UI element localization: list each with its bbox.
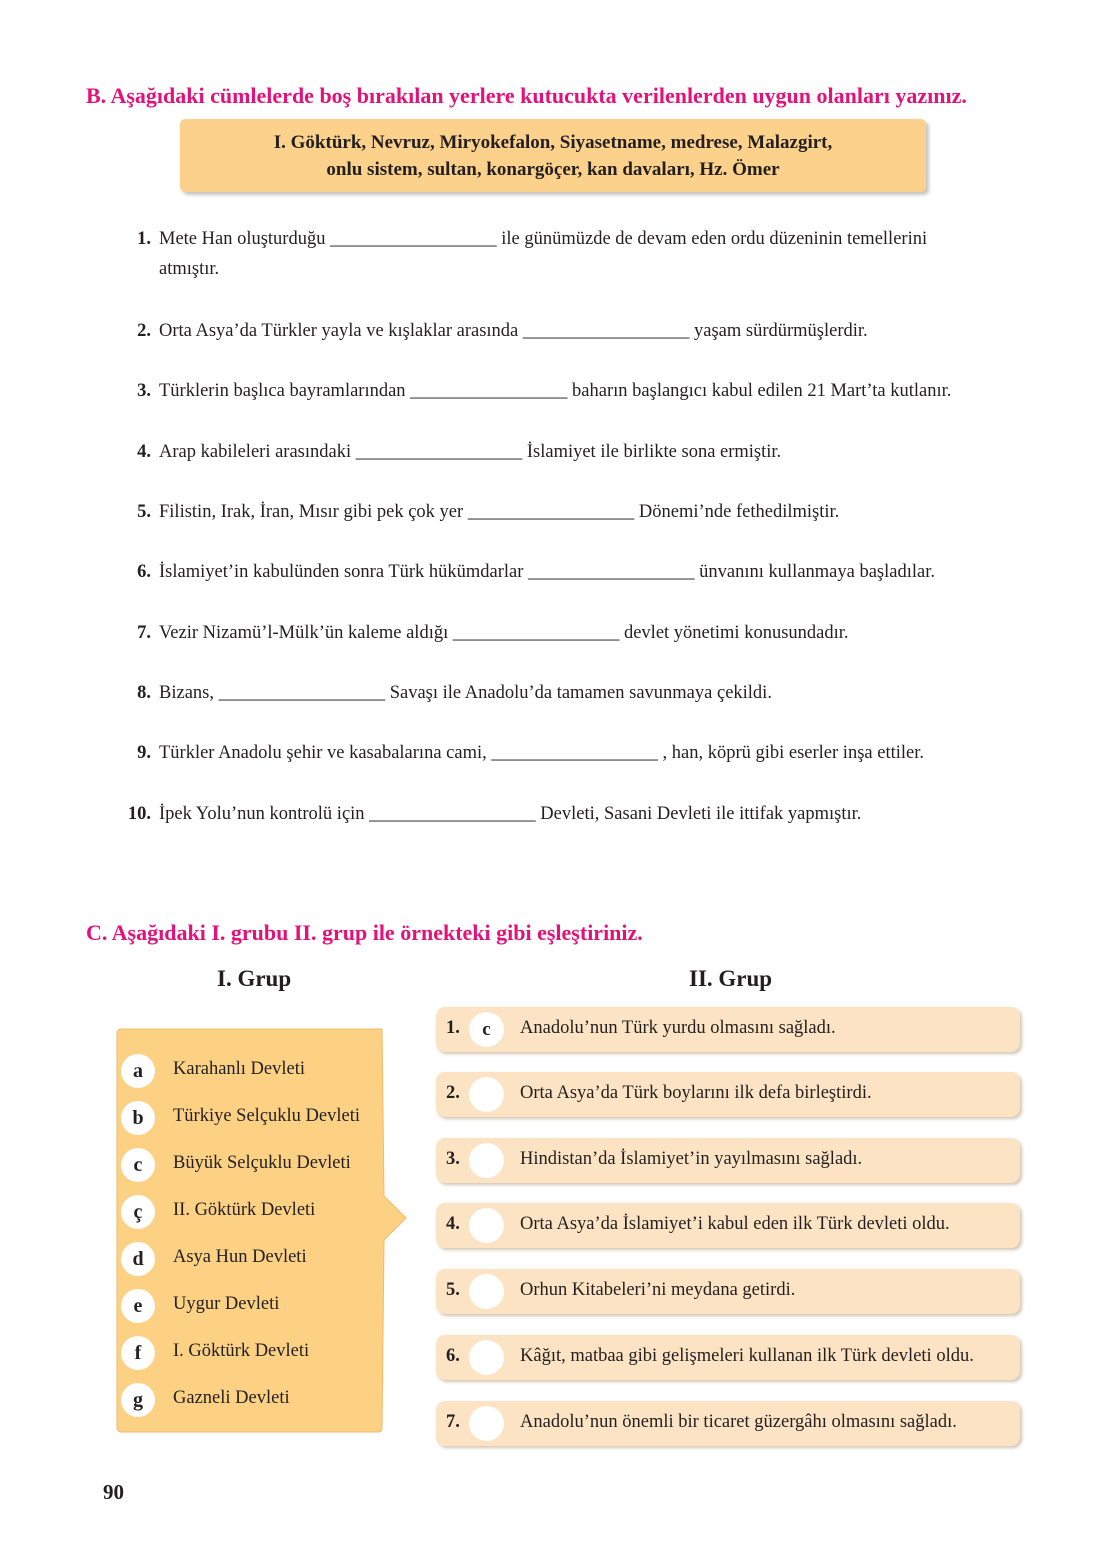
group-one-box bbox=[116, 1028, 408, 1433]
option-letter: f bbox=[121, 1336, 155, 1370]
group-two-item bbox=[436, 1203, 1020, 1248]
page-number: 90 bbox=[103, 1480, 124, 1504]
group-two-item bbox=[436, 1138, 1020, 1183]
group-two-item bbox=[436, 1401, 1020, 1446]
option-label: Uygur Devleti bbox=[173, 1294, 280, 1314]
option-letter: g bbox=[121, 1383, 155, 1417]
section-b-heading: B. Aşağıdaki cümlelerde boş bırakılan yerlere kutucukta verilenlerden uygun olanları yazınız. bbox=[86, 83, 967, 108]
group-one-item bbox=[116, 1289, 396, 1323]
question-number: 8. bbox=[137, 683, 151, 703]
answer-circle[interactable]: c bbox=[469, 1012, 504, 1047]
section-c-heading: C. Aşağıdaki I. grubu II. grup ile örnekteki gibi eşleştiriniz. bbox=[86, 920, 643, 945]
statement-number: 4. bbox=[446, 1214, 460, 1234]
option-letter: a bbox=[121, 1054, 155, 1088]
question-number: 3. bbox=[137, 381, 151, 401]
group-one-item bbox=[116, 1383, 396, 1417]
option-letter: c bbox=[121, 1148, 155, 1182]
group-one-item bbox=[116, 1195, 396, 1229]
question-text-continuation: atmıştır. bbox=[159, 259, 220, 279]
group-one-item bbox=[116, 1101, 396, 1135]
question-number: 10. bbox=[127, 804, 151, 824]
statement-text: Anadolu’nun Türk yurdu olmasını sağladı. bbox=[520, 1018, 836, 1038]
statement-text: Kâğıt, matbaa gibi gelişmeleri kullanan ilk Türk devleti oldu. bbox=[520, 1346, 974, 1366]
option-label: Gazneli Devleti bbox=[173, 1388, 290, 1408]
group-one-arrow-shape bbox=[116, 1028, 408, 1433]
statement-text: Hindistan’da İslamiyet’in yayılmasını sağladı. bbox=[520, 1149, 863, 1169]
group-one-title: I. Grup bbox=[217, 966, 292, 991]
question-number: 1. bbox=[137, 229, 151, 249]
group-one-item bbox=[116, 1242, 396, 1276]
group-two-title: II. Grup bbox=[689, 966, 773, 991]
option-label: Büyük Selçuklu Devleti bbox=[173, 1153, 351, 1173]
answer-circle[interactable] bbox=[469, 1208, 504, 1243]
answer-circle[interactable] bbox=[469, 1077, 504, 1112]
answer-circle[interactable] bbox=[469, 1406, 504, 1441]
answer-circle[interactable] bbox=[469, 1274, 504, 1309]
statement-number: 6. bbox=[446, 1346, 460, 1366]
option-letter: b bbox=[121, 1101, 155, 1135]
option-label: I. Göktürk Devleti bbox=[173, 1341, 310, 1361]
group-one-item bbox=[116, 1148, 396, 1182]
group-one-item bbox=[116, 1336, 396, 1370]
question-text: Filistin, Irak, İran, Mısır gibi pek çok yer __________________ Dönemi’nde fethedilmiştir. bbox=[159, 502, 840, 522]
option-letter: d bbox=[121, 1242, 155, 1276]
statement-text: Orta Asya’da Türk boylarını ilk defa birleştirdi. bbox=[520, 1083, 872, 1103]
group-two-item bbox=[436, 1072, 1020, 1117]
option-label: II. Göktürk Devleti bbox=[173, 1200, 316, 1220]
option-label: Türkiye Selçuklu Devleti bbox=[173, 1106, 361, 1126]
question-number: 7. bbox=[137, 623, 151, 643]
statement-number: 2. bbox=[446, 1083, 460, 1103]
option-letter: e bbox=[121, 1289, 155, 1323]
question-text: Orta Asya’da Türkler yayla ve kışlaklar arasında __________________ yaşam sürdürmüşlerdir. bbox=[159, 321, 868, 341]
question-text: Türkler Anadolu şehir ve kasabalarına cami, __________________ , han, köprü gibi eserler inşa ettiler. bbox=[159, 743, 924, 763]
question-number: 5. bbox=[137, 502, 151, 522]
group-one-item bbox=[116, 1054, 396, 1088]
answer-circle[interactable] bbox=[469, 1340, 504, 1375]
statement-number: 3. bbox=[446, 1149, 460, 1169]
question-text: Bizans, __________________ Savaşı ile Anadolu’da tamamen savunmaya çekildi. bbox=[159, 683, 772, 703]
word-bank-box bbox=[180, 119, 926, 192]
option-letter: ç bbox=[121, 1195, 155, 1229]
question-text: Arap kabileleri arasındaki __________________ İslamiyet ile birlikte sona ermiştir. bbox=[159, 442, 782, 462]
group-two-item bbox=[436, 1007, 1020, 1052]
option-label: Karahanlı Devleti bbox=[173, 1059, 306, 1079]
question-text: Vezir Nizamü’l-Mülk’ün kaleme aldığı __________________ devlet yönetimi konusundadır. bbox=[159, 623, 849, 643]
question-number: 6. bbox=[137, 562, 151, 582]
statement-text: Anadolu’nun önemli bir ticaret güzergâhı olmasını sağladı. bbox=[520, 1412, 957, 1432]
word-bank-line: onlu sistem, sultan, konargöçer, kan davaları, Hz. Ömer bbox=[326, 159, 780, 180]
statement-number: 5. bbox=[446, 1280, 460, 1300]
statement-text: Orhun Kitabeleri’ni meydana getirdi. bbox=[520, 1280, 796, 1300]
question-number: 9. bbox=[137, 743, 151, 763]
statement-number: 7. bbox=[446, 1412, 460, 1432]
question-number: 4. bbox=[137, 442, 151, 462]
group-two-item bbox=[436, 1269, 1020, 1314]
question-text: Türklerin başlıca bayramlarından _________________ baharın başlangıcı kabul edilen 21 Mart’ta kutlanır. bbox=[159, 381, 952, 401]
option-label: Asya Hun Devleti bbox=[173, 1247, 307, 1267]
statement-text: Orta Asya’da İslamiyet’i kabul eden ilk Türk devleti oldu. bbox=[520, 1214, 950, 1234]
question-text: Mete Han oluşturduğu __________________ ile günümüzde de devam eden ordu düzeninin temellerini bbox=[159, 229, 928, 249]
question-text: İslamiyet’in kabulünden sonra Türk hükümdarlar __________________ ünvanını kullanmaya başladılar. bbox=[159, 562, 935, 582]
word-bank-line: I. Göktürk, Nevruz, Miryokefalon, Siyasetname, medrese, Malazgirt, bbox=[273, 132, 833, 153]
question-text: İpek Yolu’nun kontrolü için __________________ Devleti, Sasani Devleti ile ittifak yapmıştır. bbox=[159, 804, 862, 824]
statement-number: 1. bbox=[446, 1018, 460, 1038]
group-two-item bbox=[436, 1335, 1020, 1380]
question-number: 2. bbox=[137, 321, 151, 341]
answer-circle[interactable] bbox=[469, 1143, 504, 1178]
